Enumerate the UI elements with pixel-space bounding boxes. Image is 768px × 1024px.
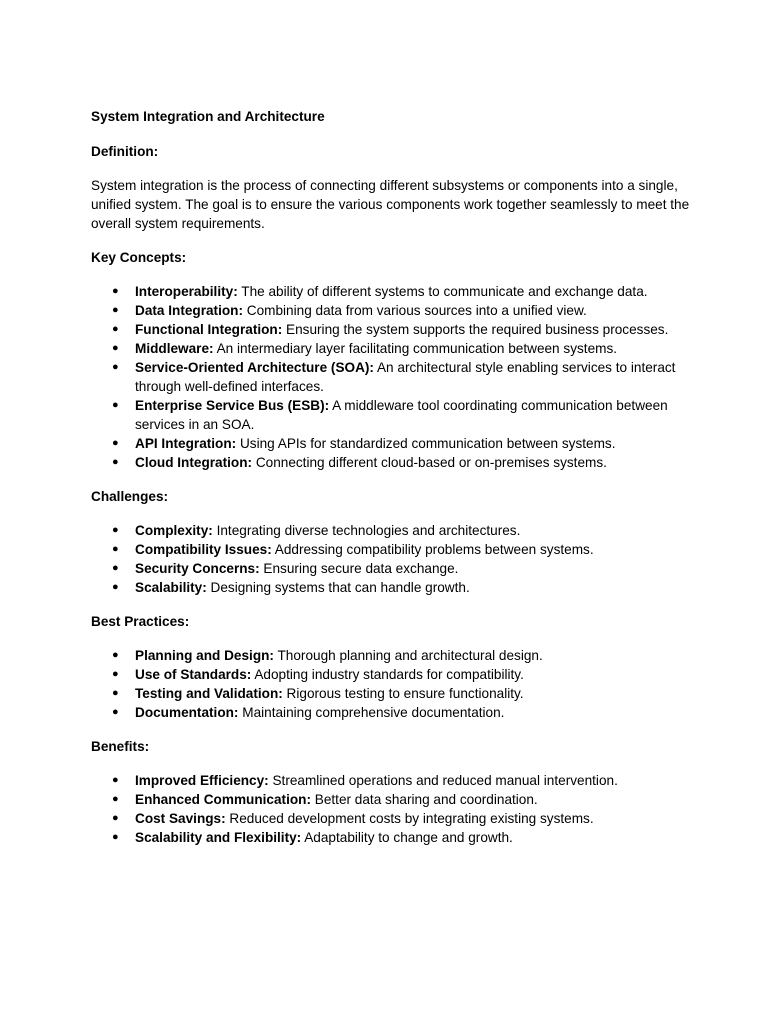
item-text: A middleware tool coordinating communication between services in an SOA. [135, 398, 668, 432]
item-text: Better data sharing and coordination. [310, 792, 538, 807]
item-term: Interoperability: [135, 284, 238, 299]
list-item [91, 646, 691, 665]
item-term: Compatibility Issues: [135, 542, 272, 557]
challenges-list [91, 521, 691, 597]
item-term: Data Integration: [135, 303, 243, 318]
item-text: Connecting different cloud-based or on-premises systems. [252, 455, 607, 470]
bullet-icon: ● [112, 399, 119, 411]
item-text: Integrating diverse technologies and architectures. [212, 523, 521, 538]
bullet-icon: ● [112, 323, 119, 335]
best-practices-list [91, 646, 691, 722]
definition-text: System integration is the process of connecting different subsystems or components into a single, unified system. The goal is to ensure the various components work together seamlessly to meet the overall system requirements. [91, 178, 690, 231]
item-term: API Integration: [135, 436, 237, 451]
list-item [91, 828, 691, 847]
list-item [91, 521, 691, 540]
key-concepts-heading: Key Concepts: [91, 250, 187, 265]
item-term: Scalability: [135, 580, 207, 595]
item-term: Improved Efficiency: [135, 773, 269, 788]
bullet-icon: ● [112, 668, 119, 680]
list-item [91, 301, 691, 320]
list-item [91, 684, 691, 703]
item-term: Scalability and Flexibility: [135, 830, 302, 845]
item-term: Service-Oriented Architecture (SOA): [135, 360, 374, 375]
list-item [91, 540, 691, 559]
item-text: Thorough planning and architectural design. [273, 648, 543, 663]
list-item [91, 559, 691, 578]
list-item [91, 578, 691, 597]
item-text: Ensuring the system supports the required business processes. [282, 322, 669, 337]
item-text: Streamlined operations and reduced manual intervention. [268, 773, 618, 788]
list-item [91, 665, 691, 684]
bullet-icon: ● [112, 831, 119, 843]
bullet-icon: ● [112, 812, 119, 824]
list-item [91, 282, 691, 301]
list-item [91, 809, 691, 828]
key-concepts-list [91, 282, 691, 472]
list-item [91, 320, 691, 339]
bullet-icon: ● [112, 581, 119, 593]
item-term: Functional Integration: [135, 322, 283, 337]
document-title: System Integration and Architecture [91, 109, 325, 124]
benefits-heading: Benefits: [91, 739, 150, 754]
item-term: Enterprise Service Bus (ESB): [135, 398, 330, 413]
item-text: Adaptability to change and growth. [301, 830, 513, 845]
item-term: Planning and Design: [135, 648, 274, 663]
item-text: An intermediary layer facilitating communication between systems. [213, 341, 618, 356]
bullet-icon: ● [112, 687, 119, 699]
item-term: Cost Savings: [135, 811, 226, 826]
list-item [91, 358, 691, 396]
list-item [91, 703, 691, 722]
item-term: Middleware: [135, 341, 214, 356]
bullet-icon: ● [112, 706, 119, 718]
item-text: An architectural style enabling services to interact through well-defined interfaces. [135, 360, 676, 394]
bullet-icon: ● [112, 649, 119, 661]
bullet-icon: ● [112, 304, 119, 316]
bullet-icon: ● [112, 562, 119, 574]
bullet-icon: ● [112, 456, 119, 468]
item-text: Designing systems that can handle growth. [206, 580, 470, 595]
item-text: Using APIs for standardized communication between systems. [236, 436, 616, 451]
item-text: Addressing compatibility problems between systems. [271, 542, 594, 557]
list-item [91, 434, 691, 453]
bullet-icon: ● [112, 543, 119, 555]
list-item [91, 453, 691, 472]
item-term: Use of Standards: [135, 667, 252, 682]
item-term: Security Concerns: [135, 561, 260, 576]
bullet-icon: ● [112, 524, 119, 536]
item-term: Cloud Integration: [135, 455, 253, 470]
item-term: Testing and Validation: [135, 686, 283, 701]
item-text: Adopting industry standards for compatibility. [251, 667, 524, 682]
item-text: Combining data from various sources into a unified view. [243, 303, 587, 318]
list-item [91, 396, 691, 434]
bullet-icon: ● [112, 793, 119, 805]
list-item [91, 790, 691, 809]
item-text: The ability of different systems to communicate and exchange data. [237, 284, 648, 299]
item-text: Maintaining comprehensive documentation. [238, 705, 505, 720]
best-practices-heading: Best Practices: [91, 614, 190, 629]
item-text: Reduced development costs by integrating existing systems. [225, 811, 594, 826]
item-term: Enhanced Communication: [135, 792, 311, 807]
document-page [91, 107, 691, 847]
item-term: Documentation: [135, 705, 239, 720]
definition-heading: Definition: [91, 144, 159, 159]
item-term: Complexity: [135, 523, 213, 538]
list-item [91, 339, 691, 358]
benefits-list [91, 771, 691, 847]
bullet-icon: ● [112, 437, 119, 449]
list-item [91, 771, 691, 790]
bullet-icon: ● [112, 361, 119, 373]
bullet-icon: ● [112, 342, 119, 354]
bullet-icon: ● [112, 774, 119, 786]
item-text: Rigorous testing to ensure functionality. [282, 686, 524, 701]
bullet-icon: ● [112, 285, 119, 297]
item-text: Ensuring secure data exchange. [259, 561, 459, 576]
challenges-heading: Challenges: [91, 489, 169, 504]
